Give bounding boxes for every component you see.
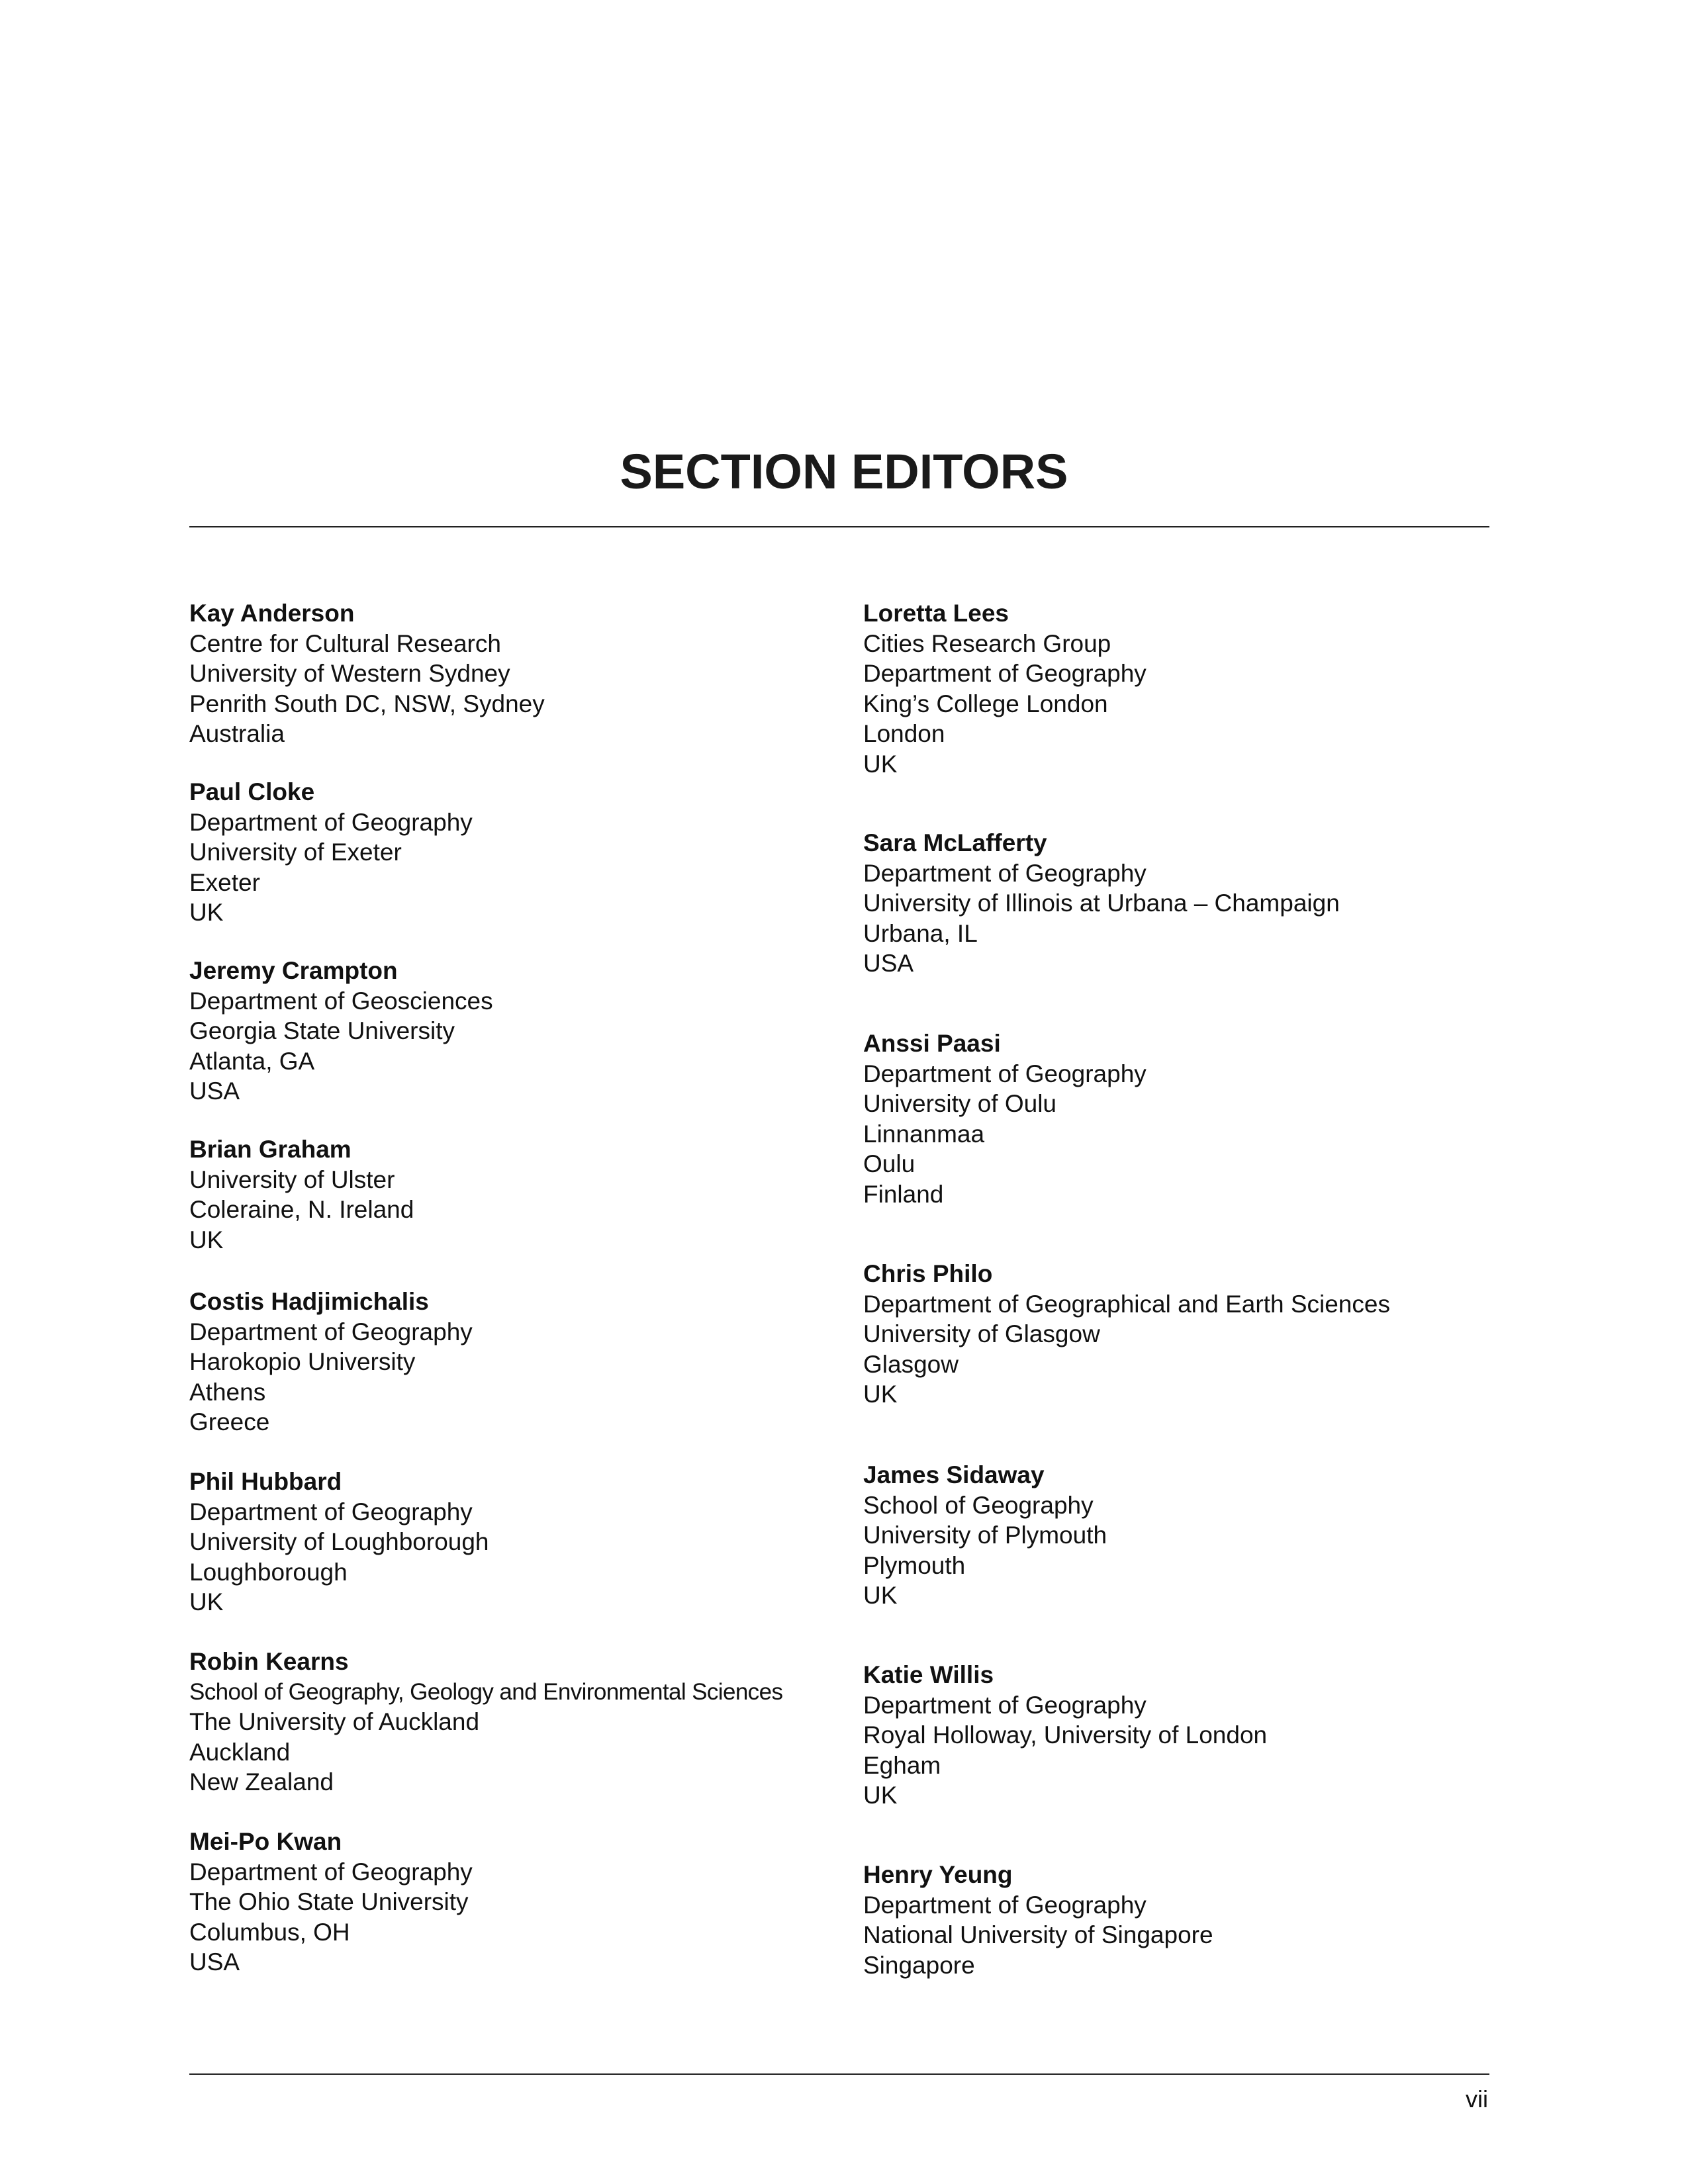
affiliation-line: Singapore bbox=[863, 1951, 975, 1979]
affiliation-line: Department of Geography bbox=[189, 1318, 473, 1345]
affiliation-line: University of Oulu bbox=[863, 1090, 1056, 1117]
affiliation-line: UK bbox=[863, 1381, 898, 1408]
affiliation-line: Exeter bbox=[189, 868, 260, 896]
affiliation-line: University of Glasgow bbox=[863, 1320, 1100, 1347]
affiliation-line: Department of Geography bbox=[189, 1858, 473, 1886]
affiliation-line: Department of Geography bbox=[863, 859, 1147, 887]
top-divider bbox=[189, 526, 1489, 527]
affiliation-line: Department of Geographical and Earth Sciences bbox=[863, 1290, 1390, 1318]
affiliation-line: Egham bbox=[863, 1751, 941, 1779]
editor-entry bbox=[189, 1827, 851, 1978]
page-number: vii bbox=[1466, 2085, 1488, 2113]
editor-name: Loretta Lees bbox=[863, 600, 1009, 627]
affiliation-line: School of Geography, Geology and Environmental Sciences bbox=[189, 1678, 783, 1705]
editor-entry bbox=[863, 1460, 1525, 1611]
affiliation-line: Coleraine, N. Ireland bbox=[189, 1196, 414, 1223]
editor-name: Robin Kearns bbox=[189, 1648, 349, 1675]
affiliation-line: Department of Geography bbox=[863, 1891, 1147, 1919]
affiliation-line: London bbox=[863, 720, 945, 747]
editor-name: Sara McLafferty bbox=[863, 829, 1047, 856]
affiliation-line: Finland bbox=[863, 1180, 944, 1208]
affiliation-line: National University of Singapore bbox=[863, 1921, 1213, 1948]
affiliation-line: University of Ulster bbox=[189, 1165, 395, 1193]
editor-entry bbox=[863, 598, 1525, 779]
editor-entry bbox=[863, 828, 1525, 979]
affiliation-line: University of Illinois at Urbana – Champaign bbox=[863, 889, 1340, 917]
affiliation-line: UK bbox=[863, 750, 898, 778]
affiliation-line: UK bbox=[863, 1582, 898, 1609]
affiliation-line: Royal Holloway, University of London bbox=[863, 1721, 1268, 1749]
editor-name: Costis Hadjimichalis bbox=[189, 1288, 429, 1315]
affiliation-line: School of Geography bbox=[863, 1491, 1094, 1519]
editor-entry bbox=[189, 1467, 851, 1617]
affiliation-line: Plymouth bbox=[863, 1551, 966, 1579]
affiliation-line: UK bbox=[863, 1782, 898, 1809]
affiliation-line: Glasgow bbox=[863, 1350, 959, 1378]
affiliation-line: UK bbox=[189, 899, 224, 926]
affiliation-line: Department of Geography bbox=[189, 808, 473, 836]
editor-entry bbox=[189, 1134, 851, 1255]
editor-name: Anssi Paasi bbox=[863, 1030, 1001, 1057]
editor-entry bbox=[189, 956, 851, 1107]
affiliation-line: Atlanta, GA bbox=[189, 1047, 315, 1075]
affiliation-line: Columbus, OH bbox=[189, 1918, 350, 1946]
editor-name: Jeremy Crampton bbox=[189, 957, 398, 984]
affiliation-line: Linnanmaa bbox=[863, 1120, 985, 1148]
affiliation-line: USA bbox=[189, 1077, 240, 1105]
editor-name: Henry Yeung bbox=[863, 1861, 1013, 1888]
affiliation-line: Department of Geography bbox=[863, 1060, 1147, 1087]
affiliation-line: Harokopio University bbox=[189, 1348, 416, 1375]
bottom-divider bbox=[189, 2073, 1489, 2075]
editor-name: Katie Willis bbox=[863, 1661, 994, 1688]
editor-name: Mei-Po Kwan bbox=[189, 1828, 342, 1855]
affiliation-line: USA bbox=[189, 1948, 240, 1976]
editor-entry bbox=[189, 598, 851, 749]
affiliation-line: King’s College London bbox=[863, 690, 1108, 717]
affiliation-line: UK bbox=[189, 1226, 224, 1253]
affiliation-line: Australia bbox=[189, 720, 285, 747]
affiliation-line: University of Loughborough bbox=[189, 1528, 489, 1555]
editor-name: Paul Cloke bbox=[189, 778, 315, 805]
affiliation-line: Georgia State University bbox=[189, 1017, 455, 1044]
affiliation-line: University of Exeter bbox=[189, 839, 402, 866]
affiliation-line: UK bbox=[189, 1588, 224, 1615]
affiliation-line: Greece bbox=[189, 1408, 270, 1435]
editor-name: Phil Hubbard bbox=[189, 1468, 342, 1495]
page-title: SECTION EDITORS bbox=[620, 444, 1068, 499]
editor-entry bbox=[189, 1287, 851, 1437]
editor-name: Chris Philo bbox=[863, 1260, 993, 1287]
affiliation-line: Urbana, IL bbox=[863, 919, 978, 947]
affiliation-line: New Zealand bbox=[189, 1768, 334, 1796]
editor-name: Brian Graham bbox=[189, 1136, 352, 1163]
affiliation-line: Loughborough bbox=[189, 1558, 348, 1586]
affiliation-line: Auckland bbox=[189, 1738, 291, 1766]
affiliation-line: Department of Geography bbox=[863, 660, 1147, 687]
affiliation-line: Athens bbox=[189, 1378, 266, 1406]
editor-entry bbox=[863, 1028, 1525, 1209]
affiliation-line: Department of Geography bbox=[189, 1498, 473, 1525]
affiliation-line: Department of Geography bbox=[863, 1691, 1147, 1719]
editor-entry bbox=[863, 1860, 1525, 1980]
editor-entry bbox=[863, 1259, 1525, 1410]
editor-entry bbox=[189, 1647, 851, 1797]
affiliation-line: The University of Auckland bbox=[189, 1708, 480, 1735]
affiliation-line: The Ohio State University bbox=[189, 1888, 469, 1915]
affiliation-line: University of Plymouth bbox=[863, 1522, 1107, 1549]
editor-name: Kay Anderson bbox=[189, 600, 355, 627]
affiliation-line: Oulu bbox=[863, 1150, 915, 1177]
editor-entry bbox=[863, 1660, 1525, 1811]
affiliation-line: Department of Geosciences bbox=[189, 987, 493, 1015]
affiliation-line: Centre for Cultural Research bbox=[189, 629, 501, 657]
editor-name: James Sidaway bbox=[863, 1461, 1045, 1488]
affiliation-line: Cities Research Group bbox=[863, 629, 1111, 657]
affiliation-line: Penrith South DC, NSW, Sydney bbox=[189, 690, 545, 717]
editor-entry bbox=[189, 777, 851, 928]
affiliation-line: USA bbox=[863, 950, 914, 977]
affiliation-line: University of Western Sydney bbox=[189, 660, 510, 687]
